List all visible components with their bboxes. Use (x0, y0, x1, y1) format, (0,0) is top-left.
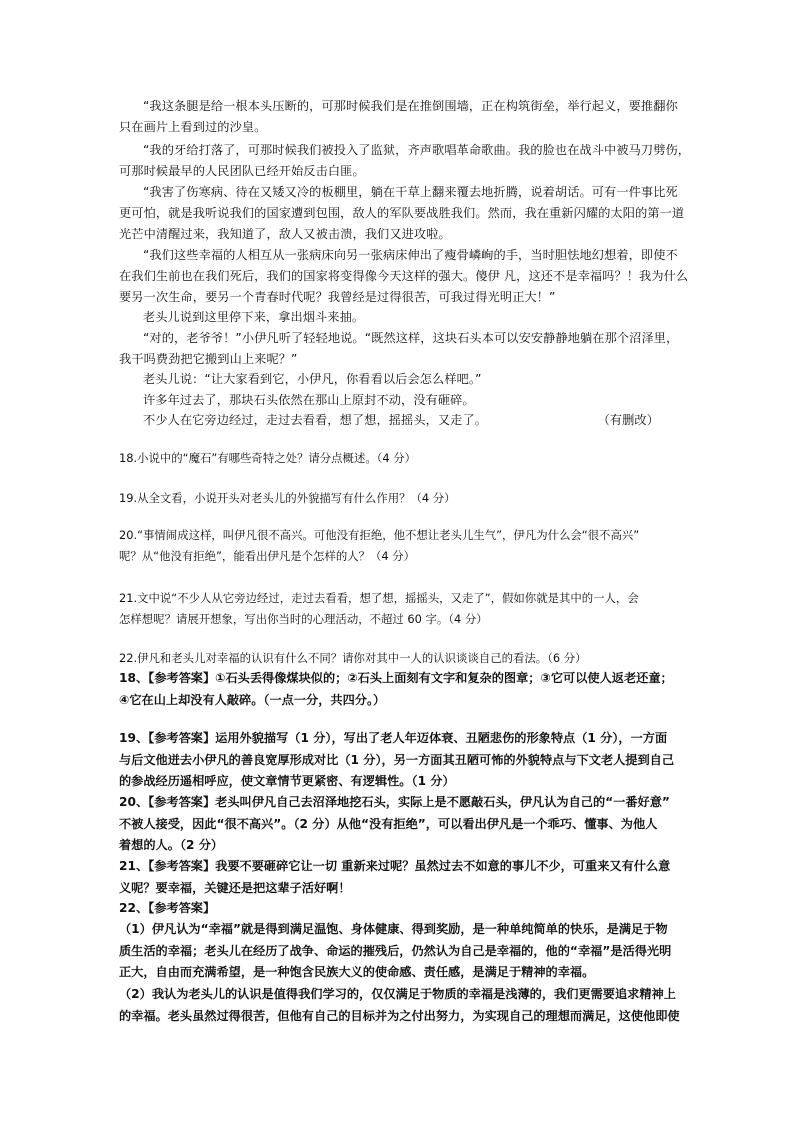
answer-22-part-2: （2）我认为老头儿的认识是值得我们学习的，仅仅满足于物质的幸福是浅薄的，我们更需要追求精神上 的幸福。老头虽然过得很苦，但他有自己的目标并为之付出努力，为实现自己的理想而满足，这使他即使 (119, 987, 680, 1023)
story-paragraph-1: “我这条腿是给一根本头压断的，可那时候我们是在推倒围墙，正在构筑街垒，举行起义，要推翻你 只在画片上看到过的沙皇。 (119, 99, 678, 134)
question-22: 22.伊凡和老头儿对幸福的认识有什么不同？请你对其中一人的认识谈谈自己的看法。（6 分） (119, 651, 587, 665)
story-paragraph-4: “我们这些幸福的人相互从一张病床向另一张病床伸出了瘦骨嶙峋的手，当时胆怯地幻想着，即使不 在我们生前也在我们死后，我们的国家将变得像今天这样的强大。傻伊 凡，这还不是幸福吗？！我为什么 要另一次生命，要另一个青春时代呢？我曾经是过得很苦，可我过得光明正大！” (119, 248, 689, 304)
question-20: 20.“事情闹成这样，叫伊凡很不高兴。可他没有拒绝，他不想让老头儿生气”，伊凡为什么会“很不高兴” 呢？从“他没有拒绝”，能看出伊凡是个怎样的人？（4 分） (119, 528, 640, 563)
answer-22-part-1: （1）伊凡认为“幸福”就是得到满足温饱、身体健康、得到奖励，是一种单纯简单的快乐，是满足于物 质生活的幸福；老头儿在经历了战争、命运的摧残后，仍然认为自己是幸福的，他的“幸福”是活得光明 正大，自由而充满希望，是一种饱含民族大义的使命感、责任感，是满足于精神的幸福。 (119, 922, 672, 979)
edit-note: （有删改） (597, 413, 659, 427)
answer-22-heading: 22、【参考答案】 (119, 901, 216, 915)
story-paragraph-7: 老头儿说：“让大家看到它，小伊凡，你看看以后会怎么样吧。” (143, 372, 482, 386)
story-paragraph-3: “我害了伤寒病、待在又矮又冷的板棚里，躺在干草上翻来覆去地折腾，说着胡话。可有一件事比死 更可怕，就是我听说我们的国家遭到包围，敌人的军队要战胜我们。然而，我在重新闪耀的太阳的第一道 光芒中清醒过来，我知道了，敌人又被击溃，我们又进攻啦。 (119, 185, 685, 241)
answer-21: 21、【参考答案】我要不要砸碎它让一切 重新来过呢？虽然过去不如意的事儿不少，可重来又有什么意 义呢？要幸福，关键还是把这辈子活好啊！ (119, 859, 671, 895)
question-21: 21.文中说“不少人从它旁边经过，走过去看看，想了想，摇摇头，又走了”，假如你就是其中的一人，会 怎样想呢？请展开想象，写出你当时的心理活动，不超过 60 字。（4 分） (119, 591, 639, 626)
question-18: 18.小说中的“魔石”有哪些奇特之处？请分点概述。（4 分） (119, 451, 417, 465)
answer-18: 18、【参考答案】①石头丢得像煤块似的；②石头上面刻有文字和复杂的图章；③它可以使人返老还童； ④它在山上却没有人敲碎。（一点一分，共四分。） (119, 671, 673, 707)
story-paragraph-8: 许多年过去了，那块石头依然在那山上原封不动，没有砸碎。 (143, 393, 475, 407)
answer-19: 19、【参考答案】运用外貌描写（1 分），写出了老人年迈体衰、丑陋悲伤的形象特点（1 分），一方面 与后文他迸去小伊凡的善良宽厚形成对比（1 分），另一方面其丑陋可怖的外貌特点与下文老人提到自己 的参战经历遥相呼应，使文章情节更紧密、有逻辑性。（1 分） (119, 731, 675, 788)
story-paragraph-5: 老头儿说到这里停下来，拿出烟斗来抽。 (143, 310, 365, 324)
answer-20: 20、【参考答案】老头叫伊凡自己去沼泽地挖石头，实际上是不愿敲石头，伊凡认为自己的“一番好意” 不被人接受，因此“很不高兴”。（2 分）从他“没有拒绝”，可以看出伊凡是一个乖巧、懂事、为他人 着想的人。（2 分） (119, 795, 670, 852)
question-19: 19.从全文看，小说开头对老头儿的外貌描写有什么作用？（4 分） (119, 491, 456, 505)
story-paragraph-6: “对的，老爷爷！”小伊凡听了轻轻地说。“既然这样，这块石头本可以安安静静地躺在那个沼泽里， 我干吗费劲把它搬到山上来呢？” (119, 331, 679, 366)
story-paragraph-9: 不少人在它旁边经过，走过去看看，想了想，摇摇头，又走了。 （有删改） (119, 410, 679, 431)
story-paragraph-2: “我的牙给打落了，可那时候我们被投入了监狱，齐声歌唱革命歌曲。我的脸也在战斗中被马刀劈伤， 可那时候最早的人民团队已经开始反击白匪。 (119, 143, 691, 178)
